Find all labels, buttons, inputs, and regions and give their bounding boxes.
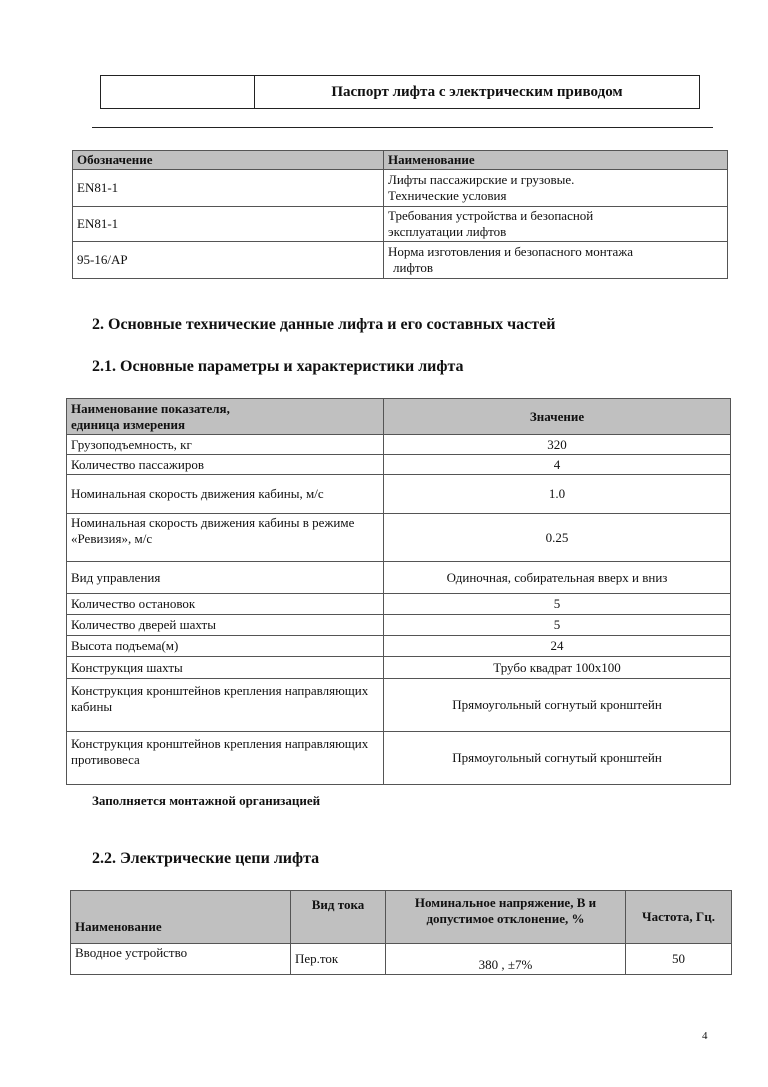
electrical-table: Наименование Вид тока Номинальное напряжение, В и допустимое отклонение, % Частота, Гц. Вводное устройство Пер.ток 380 , ±7% 50 xyxy=(70,890,732,975)
table-row: 95-16/AP Норма изготовления и безопасного монтажа лифтов xyxy=(73,242,728,279)
page-number: 4 xyxy=(702,1030,708,1042)
table-row: Конструкция кронштейнов крепления направляющих противовеса Прямоугольный согнутый кронштейн xyxy=(67,732,731,785)
standards-table: Обозначение Наименование EN81-1 Лифты пассажирские и грузовые. Технические условия EN81-1 Требования устройства и безопасной эксплуатации лифтов 95-16/AP Норма изготовления и безопасного монтажа лифтов xyxy=(72,150,728,279)
section-2-2-heading: 2.2. Электрические цепи лифта xyxy=(92,850,320,867)
table-row: Высота подъема(м) 24 xyxy=(67,636,731,657)
title-box xyxy=(100,75,700,109)
table-row: Вводное устройство Пер.ток 380 , ±7% 50 xyxy=(71,944,732,975)
section-2-heading: 2. Основные технические данные лифта и его составных частей xyxy=(92,316,556,333)
table-row: Номинальная скорость движения кабины в режиме «Ревизия», м/с 0.25 xyxy=(67,514,731,562)
table-row: Количество дверей шахты 5 xyxy=(67,615,731,636)
table-row: Конструкция кронштейнов крепления направляющих кабины Прямоугольный согнутый кронштейн xyxy=(67,679,731,732)
table-row: Вид управления Одиночная, собирательная вверх и вниз xyxy=(67,562,731,594)
table-row: Количество пассажиров 4 xyxy=(67,455,731,475)
header-divider xyxy=(92,127,713,128)
table-row: Номинальная скорость движения кабины, м/с 1.0 xyxy=(67,475,731,514)
table-row: EN81-1 Требования устройства и безопасной эксплуатации лифтов xyxy=(73,207,728,242)
table-row: Грузоподъемность, кг 320 xyxy=(67,435,731,455)
section-2-1-heading: 2.1. Основные параметры и характеристики лифта xyxy=(92,358,464,375)
table-row: Конструкция шахты Трубо квадрат 100х100 xyxy=(67,657,731,679)
table-row: EN81-1 Лифты пассажирские и грузовые. Технические условия xyxy=(73,170,728,207)
table-row: Количество остановок 5 xyxy=(67,594,731,615)
document-title: Паспорт лифта с электрическим приводом xyxy=(255,76,700,109)
parameters-table: Наименование показателя, единица измерения Значение Грузоподъемность, кг 320 Количество пассажиров 4 Номинальная скорость движения кабины, м/с 1.0 Номинальная скорость движения кабины в режиме «Ревизия», м/с 0.25 Вид управления Одиночная, собирательная вверх и вниз Количество остановок 5 Количество дверей шахты 5 Высота подъема(м) 24 Конструкция шахты Трубо квадрат 100х100 Конструкция кронштейнов крепления направляющих кабины Прямоугольный согнутый кронштейн Конструкция кронштейнов крепления направляющих противовеса Прямоугольный согнутый кронштейн xyxy=(66,398,731,785)
table-note: Заполняется монтажной организацией xyxy=(92,793,321,808)
